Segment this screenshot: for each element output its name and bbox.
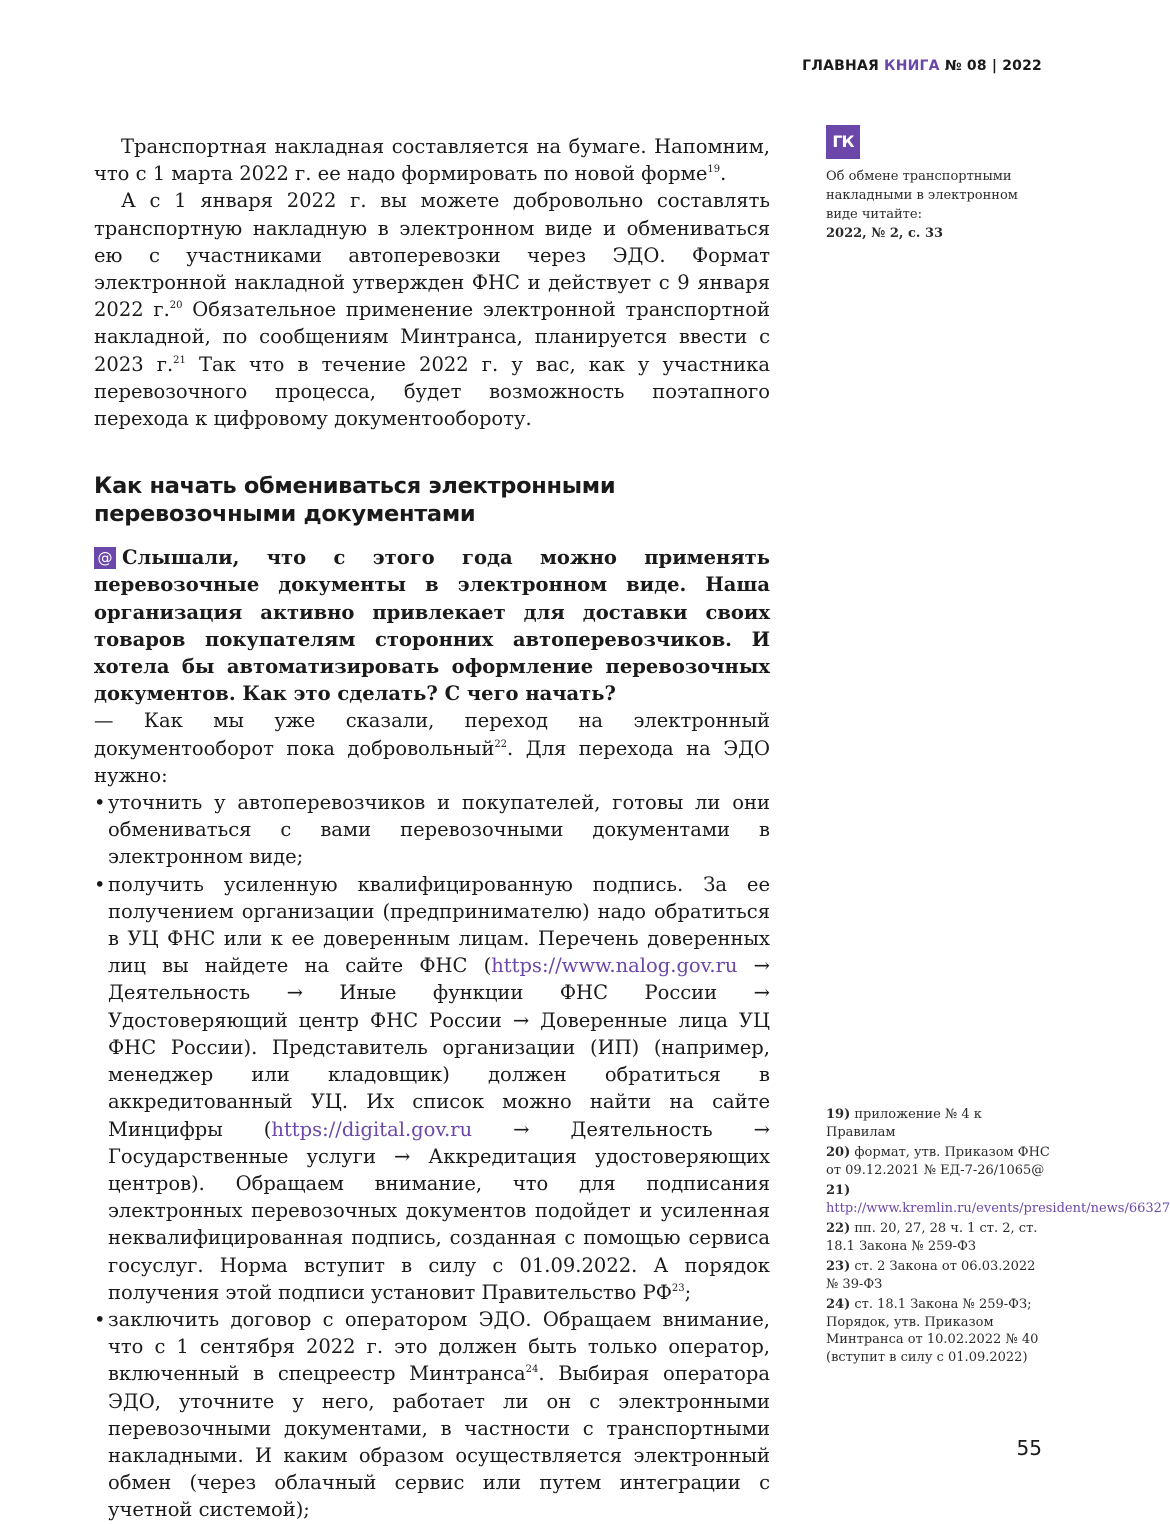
footnote-ref-20[interactable]: 20 — [169, 300, 183, 312]
footnote-19: 19) приложение № 4 к Правилам — [826, 1107, 982, 1140]
footnote-24: 24) ст. 18.1 Закона № 259-ФЗ; Порядок, утв. Приказом Минтранса от 10.02.2022 № 40 (вступит в силу с 01.09.2022) — [826, 1297, 1039, 1365]
footnote-ref-21[interactable]: 21 — [173, 354, 186, 366]
digital-gov-link[interactable]: https://digital.gov.ru — [271, 1117, 473, 1141]
gk-logo-icon: ГК — [826, 125, 860, 159]
main-column — [94, 133, 770, 1524]
bullet-icon: • — [94, 872, 106, 896]
page-number: 55 — [1016, 1436, 1042, 1460]
running-header — [802, 58, 1042, 74]
footnote-20: 20) формат, утв. Приказом ФНС от 09.12.2021 № ЕД-7-26/1065@ — [826, 1145, 1050, 1178]
section-heading: Как начать обмениваться электронными перевозочными документами — [94, 473, 616, 528]
bullet-icon: • — [94, 791, 106, 815]
at-icon: @ — [94, 547, 116, 569]
footnote-ref-24[interactable]: 24 — [525, 1364, 539, 1376]
footnote-21: 21) http://www.kremlin.ru/events/president/news/66327 — [826, 1183, 1170, 1216]
side-note-reference[interactable]: 2022, № 2, с. 33 — [826, 226, 944, 241]
list-item: • заключить договор с оператором ЭДО. Обращаем внимание, что с 1 сентября 2022 г. это должен быть только оператор, включенный в спецреестр Минтранса$^{24}$. Выбирая оператора ЭДО, уточните у него, работает ли он с электронными перевозочными документами, в частности с транспортными накладными. И каким образом осуществляется электронный обмен (через облачный сервис или путем интеграции с учетной системой); — [94, 1307, 770, 1522]
footnote-22: 22) пп. 20, 27, 28 ч. 1 ст. 2, ст. 18.1 Закона № 259-ФЗ — [826, 1221, 1038, 1254]
side-note-text: Об обмене транспортными накладными в электронном виде читайте: 2022, № 2, с. 33 — [826, 169, 1018, 241]
answer-intro: — Как мы уже сказали, переход на электронный документооборот пока добровольный$^{22}$. Для перехода на ЭДО нужно: — [94, 709, 770, 787]
brand-main: ГЛАВНАЯ — [802, 58, 879, 74]
nalog-link[interactable]: https://www.nalog.gov.ru — [491, 954, 738, 978]
intro-paragraph-2: А с 1 января 2022 г. вы можете добровольно составлять транспортную накладную в электронном виде и обмениваться ею с участниками автоперевозки через ЭДО. Формат электронной накладной утвержден ФНС и действует с 9 января 2022 г.$^{20}$ Обязательное применение электронной транспортной накладной, по сообщениям Минтранса, планируется ввести с 2023 г.$^{21}$ Так что в течение 2022 г. у вас, как у участника перевозочного процесса, будет возможность поэтапного перехода к цифровому документообороту. — [94, 189, 770, 431]
brand-accent: КНИГА — [884, 58, 940, 74]
list-item: • уточнить у автоперевозчиков и покупателей, готовы ли они обмениваться с вами перевозочными документами в электронном виде; — [94, 791, 770, 869]
reader-question: @ Слышали, что с этого года можно применять перевозочные документы в электронном виде. Наша организация активно привлекает для доставки своих товаров покупателям сторонних автоперевозчиков. И хотела бы автоматизировать оформление перевозочных документов. Как это сделать? С чего начать? — [94, 546, 770, 706]
footnotes — [826, 1106, 1170, 1369]
bullet-icon: • — [94, 1307, 106, 1331]
footnote-ref-23[interactable]: 23 — [671, 1282, 685, 1294]
sidebar-note — [826, 125, 1046, 243]
kremlin-link[interactable]: http://www.kremlin.ru/events/president/news/66327 — [826, 1200, 1170, 1216]
footnote-ref-22[interactable]: 22 — [494, 738, 508, 750]
steps-list — [94, 789, 770, 1523]
footnote-ref-19[interactable]: 19 — [707, 164, 721, 176]
intro-paragraph-1: Транспортная накладная составляется на бумаге. Напомним, что с 1 марта 2022 г. ее надо формировать по новой форме$^{19}$. — [94, 135, 770, 186]
issue-number: № 08 | 2022 — [944, 58, 1042, 74]
footnote-23: 23) ст. 2 Закона от 06.03.2022 № 39-ФЗ — [826, 1259, 1036, 1292]
list-item: • получить усиленную квалифицированную подпись. За ее получением организации (предпринимателю) надо обратиться в УЦ ФНС или к ее доверенным лицам. Перечень доверенных лиц вы найдете на сайте ФНС (https://www.nalog.gov.ru → Деятельность → Иные функции ФНС России → Удостоверяющий центр ФНС России → Доверенные лица УЦ ФНС России). Представитель организации (ИП) (например, менеджер или кладовщик) должен обратиться в аккредитованный УЦ. Их список можно найти на сайте Минцифры (https://digital.gov.ru → Деятельность → Государственные услуги → Аккредитация удостоверяющих центров). Обращаем внимание, что для подписания электронных перевозочных документов подойдет и усиленная неквалифицированная подпись, созданная с помощью сервиса госуслуг. Норма вступит в силу с 01.09.2022. А порядок получения этой подписи установит Правительство РФ$^{23}$; — [94, 872, 770, 1304]
